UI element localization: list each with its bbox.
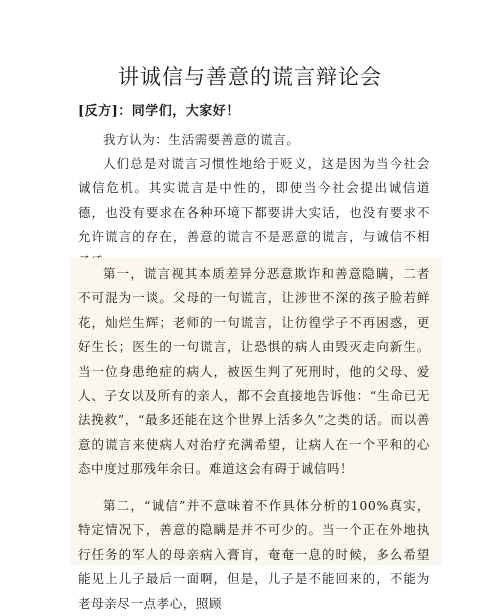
document-title: 讲诚信与善意的谎言辩论会 — [118, 65, 382, 89]
paragraph-3: 第一，谎言视其本质差异分恶意欺诈和善意隐瞒，二者不可混为一谈。父母的一句谎言，让涉世不深的孩子脸若鲜花，灿烂生辉；老师的一句谎言，让彷徨学子不再困惑，更好生长；医生的一句谎言，让恐惧的病人由毁灭走向新生。当一位身患绝症的病人，被医生判了死刑时，他的父母、爱人、子女以及所有的亲人，都不会直接地告诉他：“生命已无法挽救”，“最多还能在这个世界上活多久”之类的话。而以善意的谎言来使病人对治疗充满希望，让病人在一个平和的心态中度过那残年余日。难道这会有碍于诚信吗！ — [78, 266, 430, 477]
paragraph-4: 第二，“诚信”并不意味着不作具体分析的100%真实，特定情况下，善意的隐瞒是并不可少的。当一个正在外地执行任务的军人的母亲病入膏肓，奄奄一息的时候，多么希望能见上儿子最后一面啊，但是，儿子是不能回来的，不能为老母亲尽一点孝心，照顾 — [78, 498, 430, 611]
paragraph-1: 我方认为：生活需要善意的谎言。 — [103, 132, 300, 147]
speaker-heading: [反方]：同学们，大家好！ — [78, 104, 240, 119]
paragraph-2: 人们总是对谎言习惯性地给于贬义，这是因为当今社会诚信危机。其实谎言是中性的，即使当今社会提出诚信道德，也没有要求在各种环境下都要讲大实话，也没有要求不允许谎言的存在，善意的谎言不是恶意的谎言，与诚信不相 — [78, 156, 430, 245]
